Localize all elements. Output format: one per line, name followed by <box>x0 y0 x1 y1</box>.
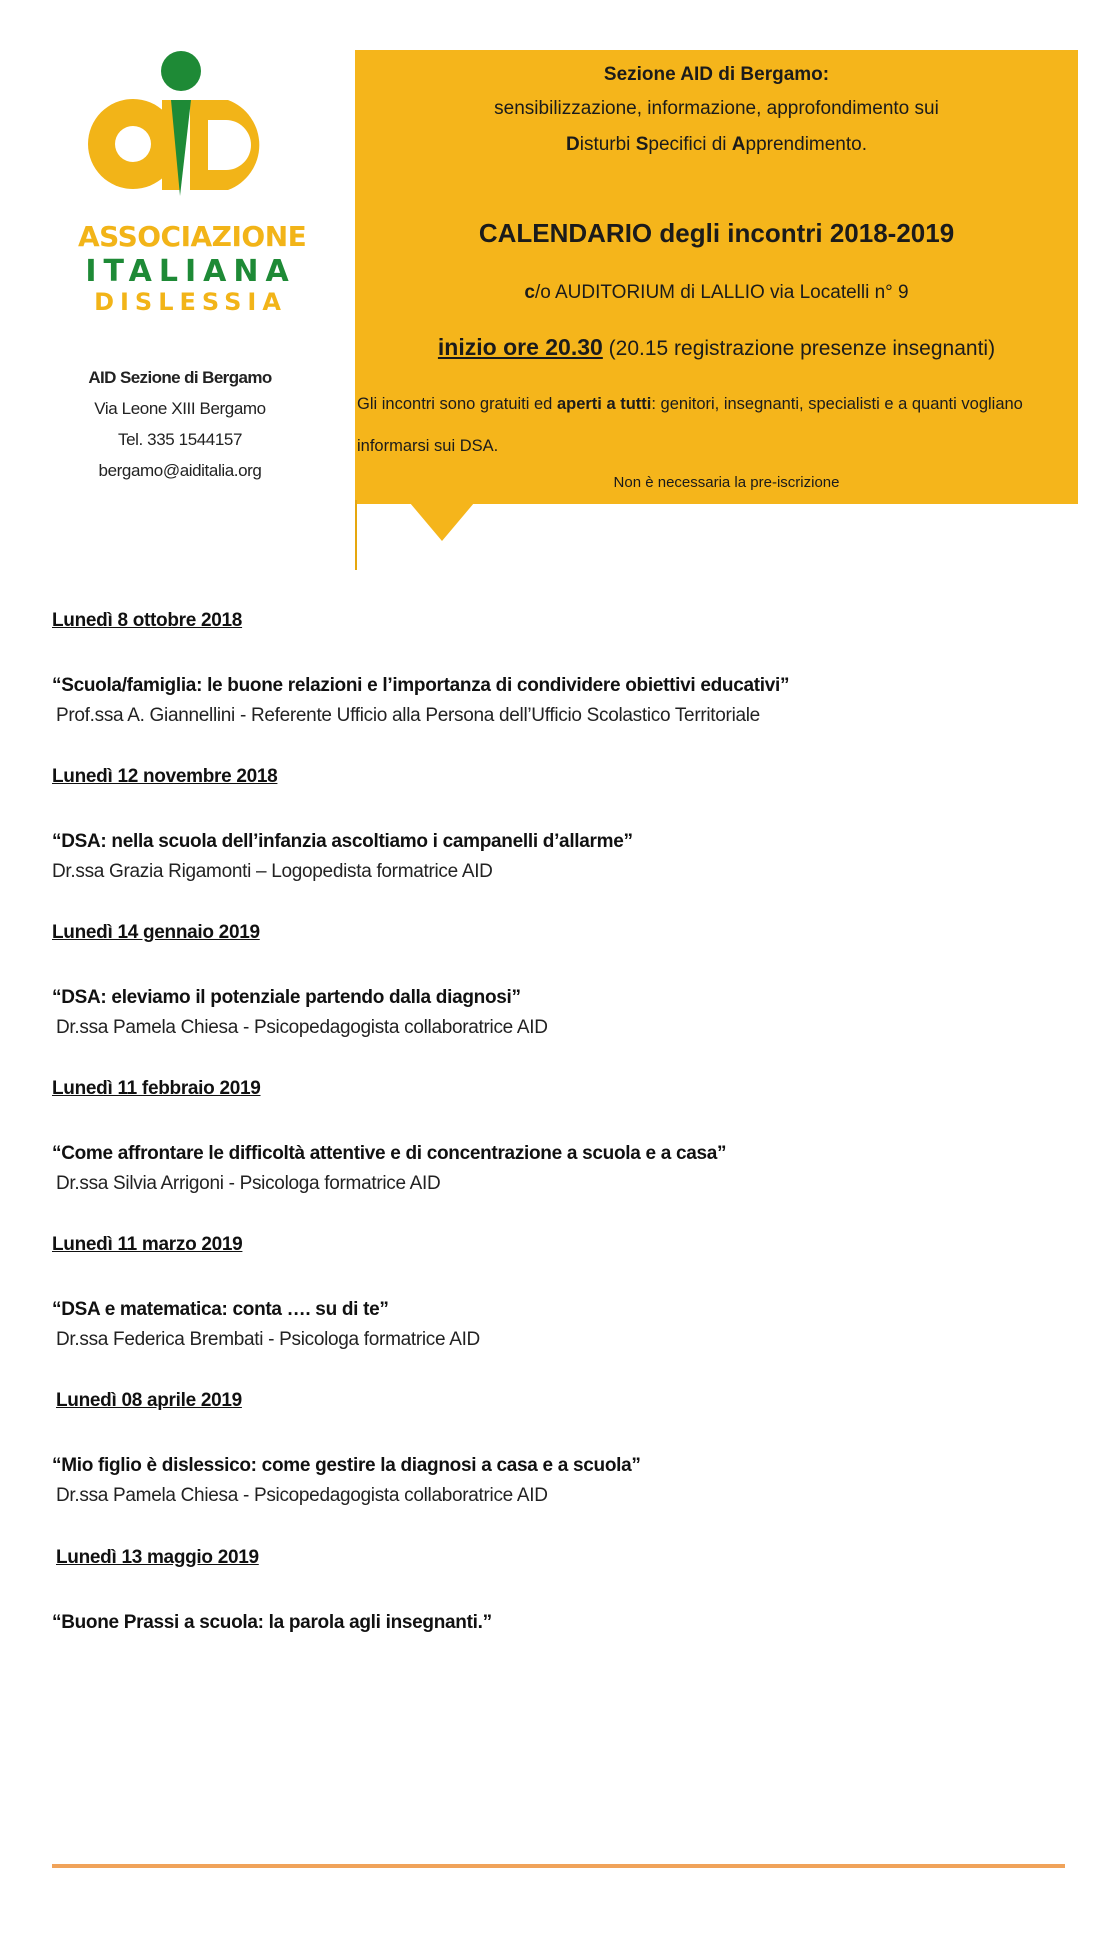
contact-address: Via Leone XIII Bergamo <box>94 399 266 418</box>
logo-green-dot <box>161 51 201 91</box>
event-date: Lunedì 14 gennaio 2019 <box>52 922 260 943</box>
banner-description: Gli incontri sono gratuiti ed aperti a tutti: genitori, insegnanti, specialisti e a quanti vogliano informarsi sui DSA. <box>357 395 1023 455</box>
event-item <box>52 1234 1052 1350</box>
banner-pointer <box>410 503 474 541</box>
event-speaker: Dr.ssa Pamela Chiesa - Psicopedagogista collaboratrice AID <box>56 1485 548 1506</box>
contact-block <box>60 362 300 486</box>
event-title: “DSA: nella scuola dell’infanzia ascoltiamo i campanelli d’allarme” <box>52 831 633 852</box>
banner-subheading: sensibilizzazione, informazione, approfondimento sui <box>494 98 939 119</box>
calendar-title: CALENDARIO degli incontri 2018-2019 <box>478 218 955 248</box>
event-date: Lunedì 8 ottobre 2018 <box>52 610 243 631</box>
logo-text-dislessia: DISLESSIA <box>94 288 287 316</box>
event-item <box>52 1547 1052 1633</box>
contact-name: AID Sezione di Bergamo <box>88 368 272 387</box>
contact-phone: Tel. 335 1544157 <box>117 430 243 449</box>
event-speaker: Dr.ssa Pamela Chiesa - Psicopedagogista collaboratrice AID <box>56 1017 548 1038</box>
info-banner <box>355 50 1078 504</box>
event-title: “DSA: eleviamo il potenziale partendo dalla diagnosi” <box>52 987 521 1008</box>
event-date: Lunedì 08 aprile 2019 <box>56 1390 242 1411</box>
aid-logo <box>78 48 307 328</box>
event-title: “Come affrontare le difficoltà attentive e di concentrazione a scuola e a casa” <box>52 1143 727 1164</box>
event-item <box>52 1078 1052 1194</box>
venue: c/o AUDITORIUM di LALLIO via Locatelli n° 9 <box>524 282 909 303</box>
event-speaker: Dr.ssa Grazia Rigamonti – Logopedista formatrice AID <box>52 861 493 882</box>
event-date: Lunedì 12 novembre 2018 <box>52 766 278 787</box>
event-item <box>52 922 1052 1038</box>
registration-note: Non è necessaria la pre-iscrizione <box>613 474 840 491</box>
event-date: Lunedì 13 maggio 2019 <box>56 1547 259 1568</box>
contact-email: bergamo@aiditalia.org <box>98 461 262 480</box>
banner-heading: Sezione AID di Bergamo: <box>603 64 830 85</box>
event-item <box>52 610 1052 726</box>
event-title: “Scuola/famiglia: le buone relazioni e l’importanza di condividere obiettivi educativi” <box>52 675 790 696</box>
event-speaker: Dr.ssa Silvia Arrigoni - Psicologa formatrice AID <box>56 1173 441 1194</box>
event-speaker: Prof.ssa A. Giannellini - Referente Ufficio alla Persona dell’Ufficio Scolastico Territoriale <box>56 705 760 726</box>
start-time: inizio ore 20.30 (20.15 registrazione presenze insegnanti) <box>437 334 996 360</box>
banner-divider-line <box>355 500 357 570</box>
event-title: “DSA e matematica: conta …. su di te” <box>52 1299 389 1320</box>
event-title: “Buone Prassi a scuola: la parola agli insegnanti.” <box>52 1612 492 1633</box>
aid-logo-mark <box>78 48 303 218</box>
footer-divider <box>52 1864 1065 1868</box>
logo-text-associazione: ASSOCIAZIONE <box>78 220 307 253</box>
event-item <box>52 766 1052 882</box>
event-speaker: Dr.ssa Federica Brembati - Psicologa formatrice AID <box>56 1329 480 1350</box>
event-date: Lunedì 11 marzo 2019 <box>52 1234 243 1255</box>
event-date: Lunedì 11 febbraio 2019 <box>52 1078 261 1099</box>
event-item <box>52 1390 1052 1506</box>
banner-dsa-definition: Disturbi Specifici di Apprendimento. <box>565 134 867 155</box>
event-title: “Mio figlio è dislessico: come gestire la diagnosi a casa e a scuola” <box>52 1455 641 1476</box>
logo-text-italiana: ITALIANA <box>85 254 296 289</box>
